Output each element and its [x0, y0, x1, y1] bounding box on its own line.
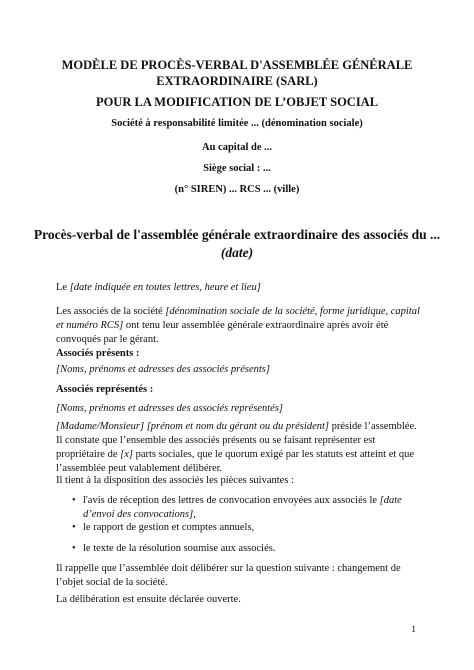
paragraph-pieces: Il tient à la disposition des associés les pièces suivantes :: [56, 475, 294, 486]
page-number: 1: [411, 625, 416, 635]
bullet-item-avis: l'avis de réception des lettres de convocation envoyées aux associés le [date d’envoi des convocations],: [83, 495, 402, 520]
paragraph-question: Il rappelle que l’assemblée doit délibérer sur la question suivante : changement de l’objet social de la société.: [56, 563, 401, 588]
paragraph-preside: [Madame/Monsieur] [prénom et nom du gérant ou du président] préside l’assemblée. Il constate que l’ensemble des associés présents ou se faisant représenter est propriétaire de [x] parts sociales, que le quorum exigé par les statuts est atteint et que l’assemblée peut valablement délibérer.: [56, 421, 417, 474]
bullet-icon: •: [72, 495, 76, 506]
company-siege: Siège social : ...: [203, 163, 271, 174]
associes-presents-value: [Noms, prénoms et adresses des associés présents]: [56, 364, 270, 375]
bullet-icon: •: [72, 543, 76, 554]
document-title: [0, 57, 474, 89]
bullet-item-texte: le texte de la résolution soumise aux associés.: [83, 543, 276, 554]
bullet-item-rapport: le rapport de gestion et comptes annuels,: [83, 522, 255, 533]
title-line-2: EXTRAORDINAIRE (SARL): [156, 74, 318, 88]
paragraph-associes: Les associés de la société [dénomination sociale de la société, forme juridique, capital et numéro RCS] ont tenu leur assemblée générale extraordinaire après avoir été convoqués par le gérant.: [56, 306, 420, 345]
pv-title-line-1: Procès-verbal de l'assemblée générale extraordinaire des associés du ...: [33, 227, 441, 242]
paragraph-ouverte: La délibération est ensuite déclarée ouverte.: [56, 594, 241, 605]
bullet-icon: •: [72, 522, 76, 533]
pv-title: [0, 226, 474, 262]
paragraph-date: Le [date indiquée en toutes lettres, heure et lieu]: [56, 282, 261, 293]
associes-representes-value: [Noms, prénoms et adresses des associés représentés]: [56, 403, 283, 414]
document-subtitle: POUR LA MODIFICATION DE L’OBJET SOCIAL: [95, 95, 379, 109]
title-line-1: MODÈLE DE PROCÈS-VERBAL D'ASSEMBLÉE GÉNÉRALE: [61, 58, 413, 72]
company-siren: (n° SIREN) ... RCS ... (ville): [174, 184, 300, 195]
associes-representes-heading: Associés représentés :: [56, 384, 154, 395]
company-capital: Au capital de ...: [201, 142, 272, 153]
associes-presents-heading: Associés présents :: [56, 348, 140, 359]
company-name: Société à responsabilité limitée ... (dénomination sociale): [111, 118, 363, 129]
pv-title-line-2: (date): [220, 245, 254, 260]
